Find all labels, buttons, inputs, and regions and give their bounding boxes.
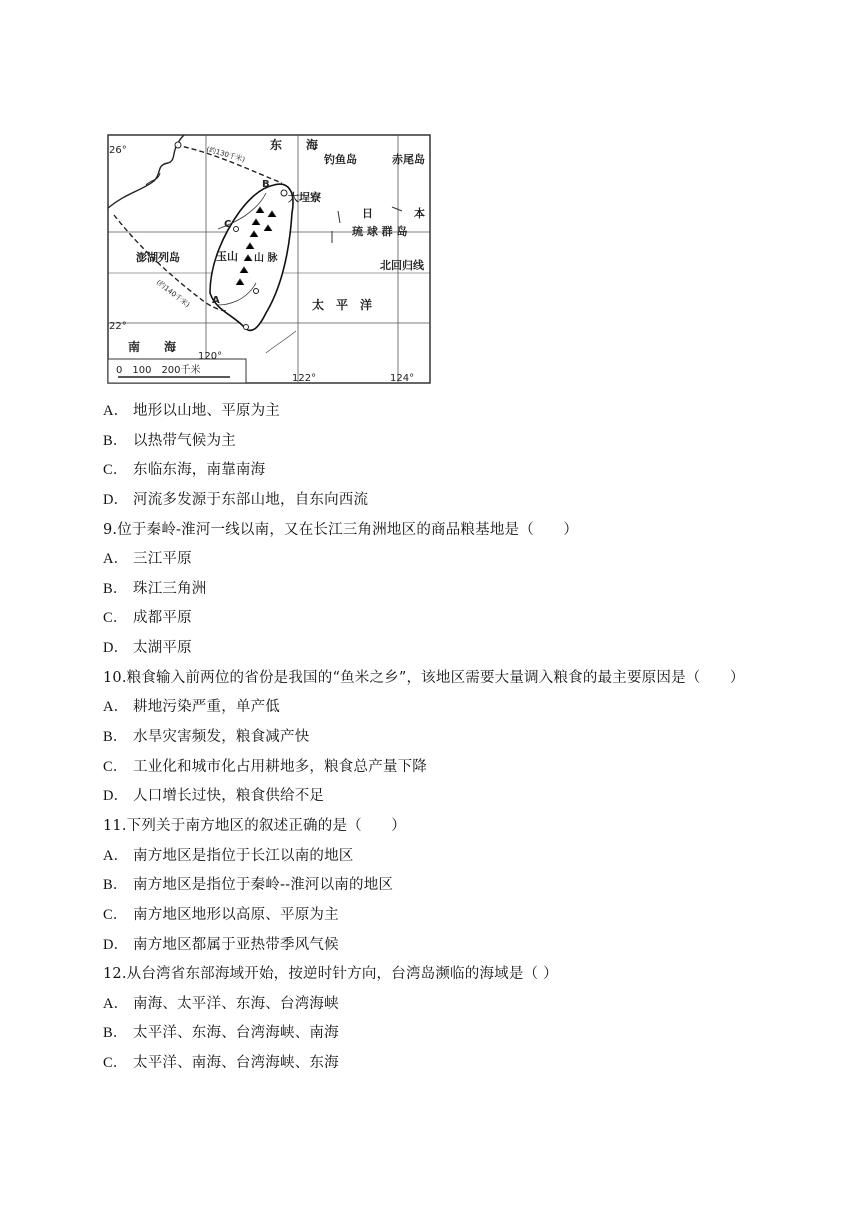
- option-q8-c: C． 东临东海，南靠南海: [103, 462, 266, 479]
- map-label-japan-ri: 日: [362, 207, 373, 220]
- map-label-diaoyu: 钓鱼岛: [324, 153, 357, 166]
- option-q9-a: A． 三江平原: [103, 551, 192, 568]
- option-q11-a: A． 南方地区是指位于长江以南的地区: [103, 847, 354, 864]
- map-label-penghu: 澎湖列岛: [136, 251, 180, 264]
- option-q12-b: B． 太平洋、东海、台湾海峡、南海: [103, 1025, 339, 1042]
- map-point-c: C: [224, 219, 232, 230]
- map-point-a: A: [212, 295, 220, 306]
- option-q12-a: A． 南海、太平洋、东海、台湾海峡: [103, 995, 339, 1012]
- option-q12-c: C． 太平洋、南海、台湾海峡、东海: [103, 1055, 339, 1072]
- map-label-tropic: 北回归线: [380, 259, 424, 272]
- option-q10-b: B． 水旱灾害频发，粮食减产快: [103, 729, 310, 746]
- taiwan-map-figure: [106, 133, 432, 385]
- map-label-lon124: 124°: [390, 373, 415, 384]
- map-scale-label: 0 100 200千米: [116, 365, 201, 376]
- option-q9-c: C． 成都平原: [103, 610, 192, 627]
- option-q11-d: D． 南方地区都属于亚热带季风气候: [103, 936, 339, 953]
- map-label-lat22: 22°: [109, 321, 127, 332]
- option-q10-a: A． 耕地污染严重，单产低: [103, 699, 280, 716]
- question-text-block: [103, 397, 823, 1079]
- map-label-east-sea: 东 海: [270, 138, 319, 152]
- option-q9-b: B． 珠江三角洲: [103, 580, 207, 597]
- map-label-japan-ben: 本: [414, 207, 425, 220]
- option-q8-a: A． 地形以山地、平原为主: [103, 403, 280, 419]
- map-label-ryukyu: 琉 球 群 岛: [352, 225, 408, 238]
- map-label-distance-north: (约130千米): [205, 145, 246, 164]
- map-label-distance-south: (约140千米): [154, 278, 192, 310]
- map-point-b: B: [262, 179, 270, 190]
- option-q11-c: C． 南方地区地形以高原、平原为主: [103, 906, 339, 923]
- map-label-lon122: 122°: [292, 373, 317, 384]
- question-12-stem: 12.从台湾省东部海域开始，按逆时针方向，台湾岛濒临的海域是（ ）: [103, 966, 558, 983]
- map-label-yushan: 玉山: [216, 250, 238, 263]
- question-10-stem: 10.粮食输入前两位的省份是我国的“鱼米之乡”，该地区需要大量调入粮食的最主要原因是（ ）: [103, 669, 745, 686]
- map-label-mountain: 山 脉: [254, 253, 278, 264]
- map-label-chiwei: 赤尾岛: [392, 153, 425, 166]
- option-q9-d: D． 太湖平原: [103, 640, 192, 657]
- question-9-stem: 9.位于秦岭-淮河一线以南，又在长江三角洲地区的商品粮基地是（ ）: [103, 521, 579, 538]
- map-label-pacific: 太 平 洋: [312, 298, 373, 312]
- map-label-dalaoliao: 大埕寮: [288, 191, 321, 204]
- option-q8-b: B． 以热带气候为主: [103, 432, 236, 449]
- map-label-south-sea: 南 海: [128, 340, 177, 354]
- option-q10-c: C． 工业化和城市化占用耕地多，粮食总产量下降: [103, 758, 427, 775]
- option-q10-d: D． 人口增长过快，粮食供给不足: [103, 788, 325, 805]
- map-label-lat26: 26°: [109, 145, 127, 156]
- option-q8-d: D． 河流多发源于东部山地，自东向西流: [103, 491, 369, 508]
- map-label-lon120: 120°: [198, 351, 223, 362]
- question-11-stem: 11.下列关于南方地区的叙述正确的是（ ）: [103, 817, 406, 834]
- option-q11-b: B． 南方地区是指位于秦岭--淮河以南的地区: [103, 877, 394, 894]
